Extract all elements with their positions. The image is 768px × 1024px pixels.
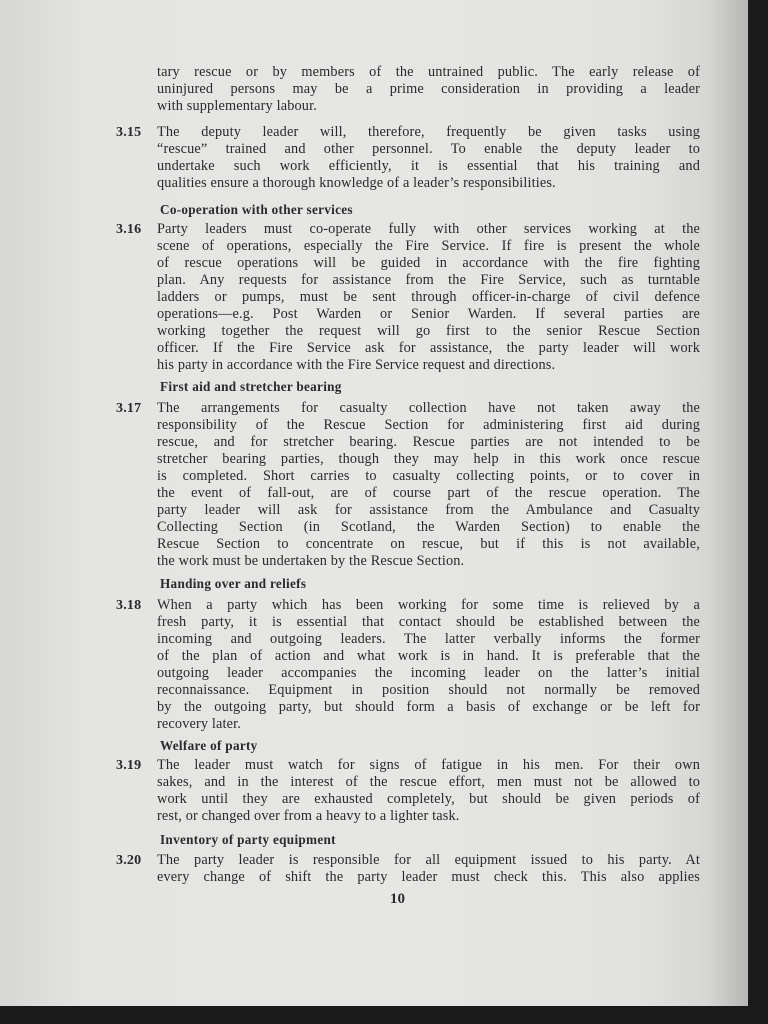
- text-line: uninjured persons may be a prime consideration in providing a leader: [157, 81, 700, 97]
- text-line: The party leader is responsible for all equipment issued to his party. At: [157, 852, 700, 868]
- section-heading: First aid and stretcher bearing: [160, 379, 342, 394]
- text-line: qualities ensure a thorough knowledge of a leader’s responsibilities.: [157, 175, 556, 191]
- text-line: outgoing leader accompanies the incoming leader on the latter’s initial: [157, 665, 700, 681]
- section-heading: Inventory of party equipment: [160, 832, 336, 847]
- text-line: responsibility of the Rescue Section for administering first aid during: [157, 417, 700, 433]
- text-line: rescue, and for stretcher bearing. Rescue parties are not intended to be: [157, 434, 700, 450]
- text-line: every change of shift the party leader must check this. This also applies: [157, 869, 700, 885]
- text-line: his party in accordance with the Fire Service request and directions.: [157, 357, 556, 373]
- paragraph-number: 3.20: [116, 853, 142, 868]
- text-line: The leader must watch for signs of fatigue in his men. For their own: [157, 757, 700, 773]
- text-line: work until they are exhausted completely, but should be given periods of: [157, 791, 700, 807]
- paragraph-number: 3.16: [116, 222, 142, 237]
- text-line: “rescue” trained and other personnel. To enable the deputy leader to: [157, 141, 700, 157]
- text-line: by the outgoing party, but should form a basis of exchange or be left for: [157, 699, 700, 715]
- text-line: of rescue operations will be guided in accordance with the fire fighting: [157, 255, 700, 271]
- text-line: ladders or pumps, must be sent through officer-in-charge of civil defence: [157, 289, 700, 305]
- text-line: fresh party, it is essential that contact should be established between the: [157, 614, 700, 630]
- text-line: the event of fall-out, are of course part of the rescue operation. The: [157, 485, 700, 501]
- text-line: stretcher bearing parties, though they may help in this work once rescue: [157, 451, 700, 467]
- text-line: scene of operations, especially the Fire Service. If fire is present the whole: [157, 238, 700, 254]
- paragraph-number: 3.15: [116, 125, 142, 140]
- section-heading: Welfare of party: [160, 738, 258, 753]
- text-line: undertake such work efficiently, it is essential that his training and: [157, 158, 700, 174]
- paragraph-number: 3.18: [116, 598, 142, 613]
- text-line: tary rescue or by members of the untrained public. The early release of: [157, 64, 700, 80]
- section-heading: Co-operation with other services: [160, 202, 353, 217]
- text-line: The deputy leader will, therefore, frequently be given tasks using: [157, 124, 700, 140]
- section-heading: Handing over and reliefs: [160, 576, 307, 591]
- page-number: 10: [390, 891, 405, 907]
- text-line: Party leaders must co-operate fully with other services working at the: [157, 221, 700, 237]
- text-line: party leader will ask for assistance from the Ambulance and Casualty: [157, 502, 700, 518]
- paragraph-number: 3.19: [116, 758, 142, 773]
- text-line: sakes, and in the interest of the rescue effort, men must not be allowed to: [157, 774, 700, 790]
- text-line: rest, or changed over from a heavy to a lighter task.: [157, 808, 460, 824]
- paragraph-number: 3.17: [116, 401, 142, 416]
- text-line: incoming and outgoing leaders. The latter verbally informs the former: [157, 631, 700, 647]
- text-line: is completed. Short carries to casualty collecting points, or to cover in: [157, 468, 700, 484]
- text-line: of the plan of action and what work is in hand. It is preferable that the: [157, 648, 700, 664]
- text-line: operations—e.g. Post Warden or Senior Warden. If several parties are: [157, 306, 700, 322]
- text-line: When a party which has been working for some time is relieved by a: [157, 597, 700, 613]
- text-line: officer. If the Fire Service ask for assistance, the party leader will work: [157, 340, 700, 356]
- text-line: working together the request will go first to the senior Rescue Section: [157, 323, 700, 339]
- text-line: plan. Any requests for assistance from the Fire Service, such as turntable: [157, 272, 700, 288]
- text-line: the work must be undertaken by the Rescue Section.: [157, 553, 465, 569]
- text-line: Rescue Section to concentrate on rescue, but if this is not available,: [157, 536, 700, 552]
- text-line: recovery later.: [157, 716, 242, 732]
- text-line: reconnaissance. Equipment in position should not normally be removed: [157, 682, 700, 698]
- text-line: The arrangements for casualty collection have not taken away the: [157, 400, 700, 416]
- text-line: Collecting Section (in Scotland, the Warden Section) to enable the: [157, 519, 700, 535]
- text-line: with supplementary labour.: [157, 98, 317, 114]
